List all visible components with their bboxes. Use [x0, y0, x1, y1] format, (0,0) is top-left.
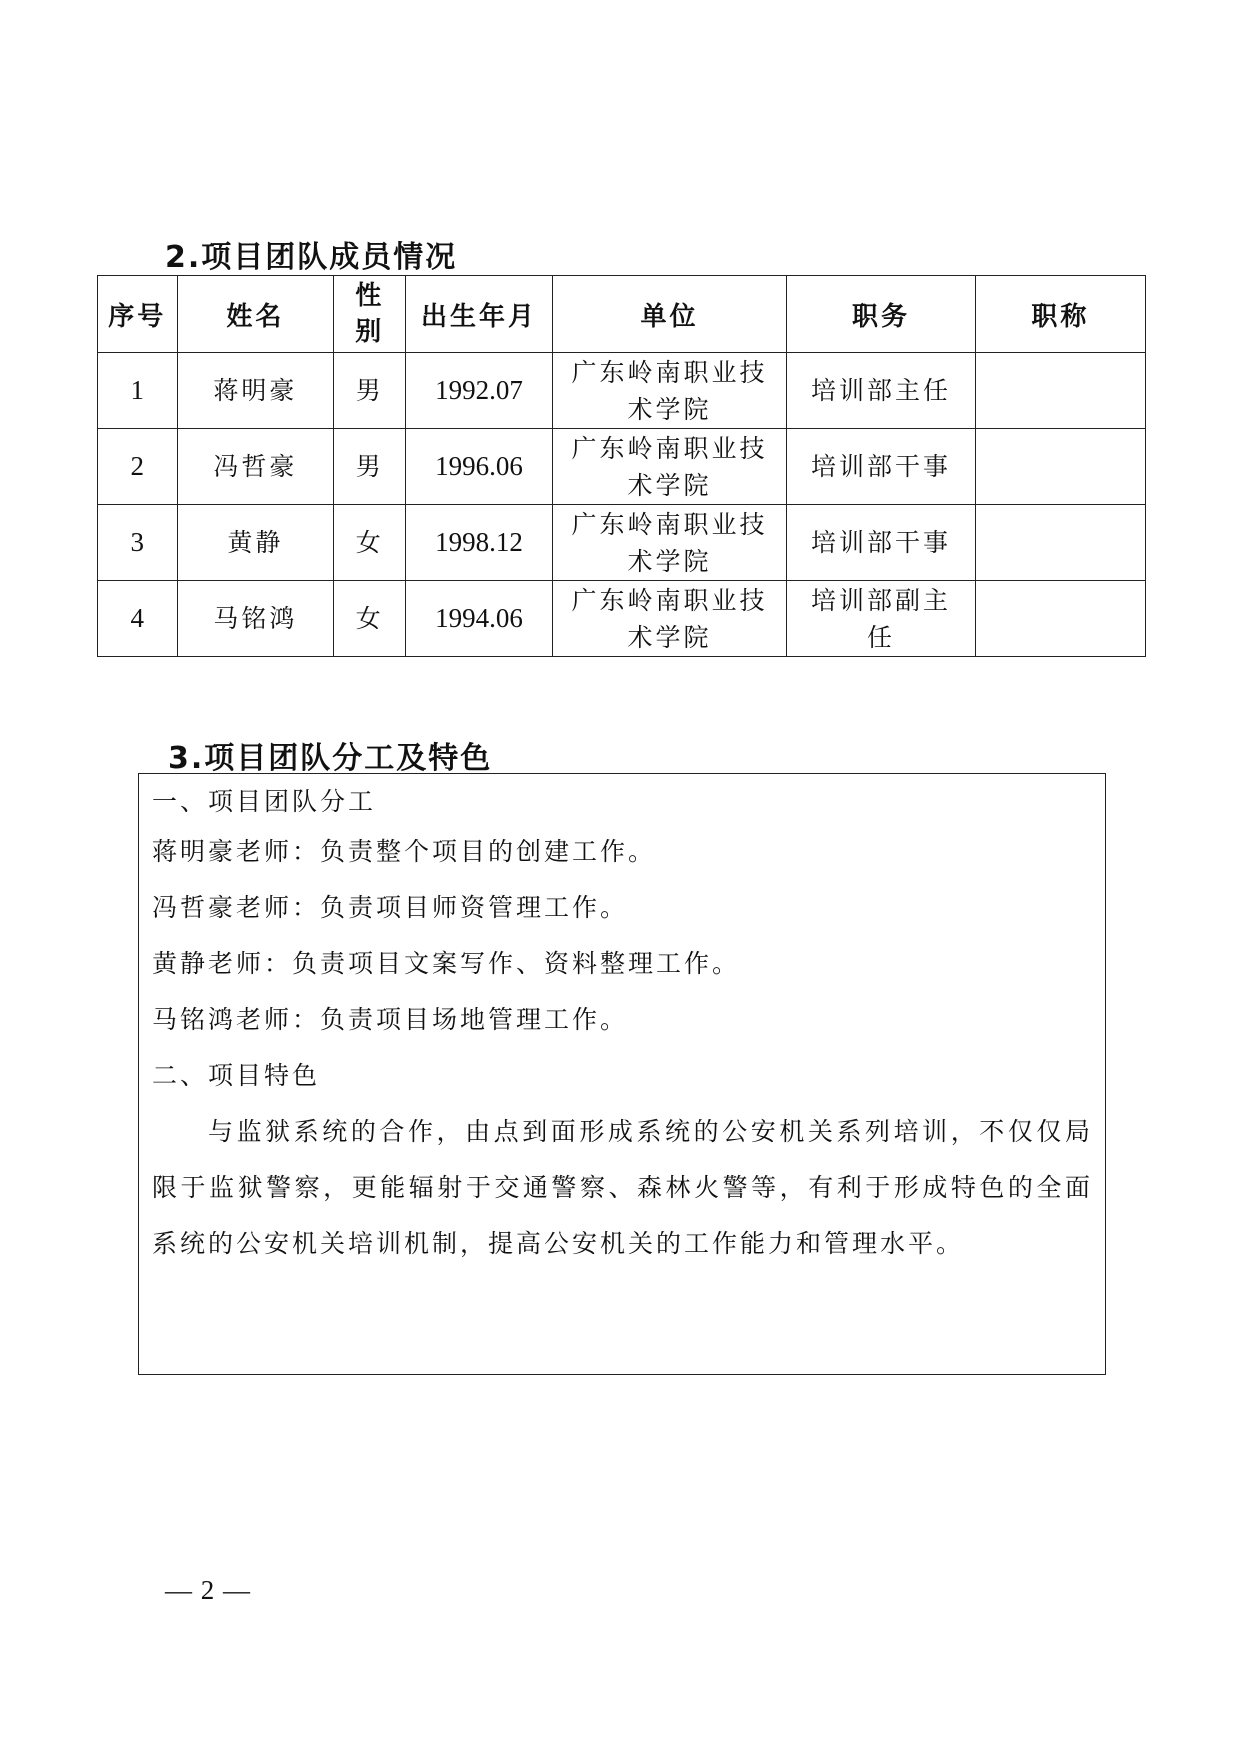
cell-index: 4 [98, 581, 178, 657]
division-heading: 一、项目团队分工 [152, 787, 377, 816]
division-item: 马铭鸿老师：负责项目场地管理工作。 [152, 1005, 629, 1034]
cell-index: 2 [98, 429, 178, 505]
cell-title [975, 505, 1145, 581]
team-members-table [97, 275, 1146, 657]
cell-index: 1 [98, 353, 178, 429]
header-name: 姓名 [177, 276, 334, 353]
cell-position-line: 培训部干事 [810, 528, 951, 557]
table-header-row [98, 276, 1146, 353]
division-item: 蒋明豪老师：负责整个项目的创建工作。 [152, 837, 657, 866]
cell-unit [552, 581, 786, 657]
cell-index: 3 [98, 505, 178, 581]
cell-name: 冯哲豪 [177, 429, 334, 505]
cell-unit [552, 429, 786, 505]
header-index: 序号 [98, 276, 178, 353]
cell-position-line: 培训部干事 [810, 452, 951, 481]
cell-gender: 男 [334, 353, 406, 429]
cell-birth: 1994.06 [406, 581, 553, 657]
table-row [98, 505, 1146, 581]
feature-heading: 二、项目特色 [152, 1061, 321, 1090]
division-features-box [138, 773, 1106, 1375]
header-title: 职称 [975, 276, 1145, 353]
cell-position [787, 353, 976, 429]
header-position: 职务 [787, 276, 976, 353]
cell-position-line: 培训部副主 [810, 585, 951, 615]
header-birth: 出生年月 [406, 276, 553, 353]
cell-position [787, 429, 976, 505]
cell-position-line: 任 [866, 622, 895, 652]
division-item: 黄静老师：负责项目文案写作、资料整理工作。 [152, 949, 741, 978]
cell-gender: 男 [334, 429, 406, 505]
header-gender-line-1: 性 [355, 281, 385, 311]
cell-birth: 1996.06 [406, 429, 553, 505]
cell-unit [552, 353, 786, 429]
cell-name: 马铭鸿 [177, 581, 334, 657]
cell-title [975, 429, 1145, 505]
cell-gender: 女 [334, 581, 406, 657]
cell-unit-line: 术学院 [627, 546, 712, 576]
cell-unit-line: 术学院 [627, 622, 712, 652]
cell-birth: 1992.07 [406, 353, 553, 429]
cell-unit-line: 广东岭南职业技 [571, 585, 768, 615]
cell-birth: 1998.12 [406, 505, 553, 581]
section-2-title: 2.项目团队成员情况 [165, 240, 458, 275]
cell-position [787, 581, 976, 657]
header-gender-line-2: 别 [355, 317, 385, 347]
cell-name: 黄静 [177, 505, 334, 581]
cell-unit-line: 广东岭南职业技 [571, 433, 768, 463]
cell-title [975, 353, 1145, 429]
section-3-title: 3.项目团队分工及特色 [168, 741, 493, 776]
header-unit: 单位 [552, 276, 786, 353]
cell-unit-line: 广东岭南职业技 [571, 509, 768, 539]
division-item: 冯哲豪老师：负责项目师资管理工作。 [152, 893, 629, 922]
cell-position-line: 培训部主任 [810, 376, 951, 405]
cell-unit-line: 术学院 [627, 394, 712, 424]
header-gender [334, 276, 406, 353]
table-row [98, 353, 1146, 429]
cell-unit [552, 505, 786, 581]
cell-position [787, 505, 976, 581]
cell-name: 蒋明豪 [177, 353, 334, 429]
cell-unit-line: 术学院 [627, 470, 712, 500]
table-row [98, 581, 1146, 657]
feature-paragraph: 与监狱系统的合作，由点到面形成系统的公安机关系列培训，不仅仅局限于监狱警察，更能辐射于交通警察、森林火警等，有利于形成特色的全面系统的公安机关培训机制，提高公安机关的工作能力和管理水平。 [152, 1117, 1093, 1258]
page-number: — 2 — [165, 1575, 251, 1605]
cell-gender: 女 [334, 505, 406, 581]
table-row [98, 429, 1146, 505]
cell-title [975, 581, 1145, 657]
cell-unit-line: 广东岭南职业技 [571, 357, 768, 387]
